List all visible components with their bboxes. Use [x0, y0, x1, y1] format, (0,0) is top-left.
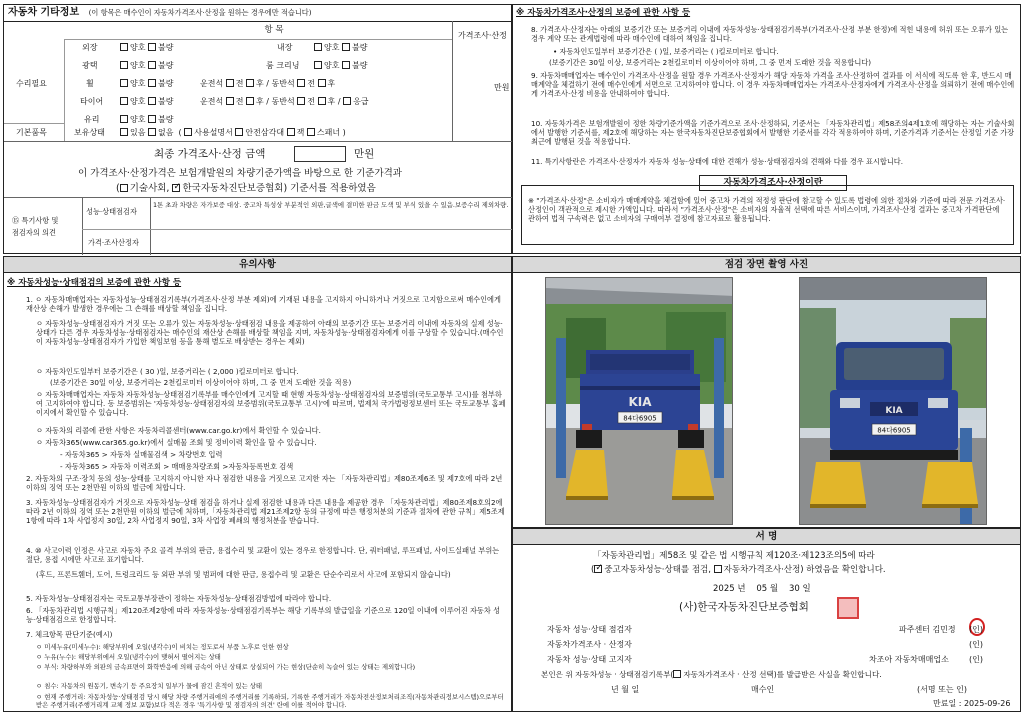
price-value: 만원 — [494, 83, 510, 92]
inspection-photo-front — [799, 277, 987, 525]
standard-line2: ( 기술사회, ✓ 한국자동차진단보증협회) 기준서를 적용하였음 — [116, 183, 376, 195]
price-guarantee-section — [512, 4, 1021, 254]
note-4: 4. ⑩ 사고이력 인정은 사고로 자동차 주요 골격 부위의 판금, 용접수리 및 교환이 있는 경우로 한정합니다. 단, 쿼터패널, 루프패널, 사이드실패널 부위는 절단, 용접 시에만 사고로 표기합니다. — [26, 546, 500, 564]
notes-header: 유의사항 — [4, 257, 511, 273]
final-price-unit: 만원 — [354, 148, 375, 160]
expire-date: 만료일 : 2025-09-26 — [933, 699, 1011, 708]
role-pricer-mark: (인) — [969, 640, 983, 649]
price-def-text: ※ "가격조사·산정"은 소비자가 매매계약을 체결함에 있어 중고차 가격의 적정성 판단에 참고할 수 있도록 법령에 의한 절차와 기준에 따라 전문 가격조사·산정인이 객관적으로 제시한 가액입니다. 따라서 "가격조사·산정"은 소비자의 자율적 선택에 따른 서비스이며, 가격조사·산정 결과는 중고차 가격판단에 관하여 법적 구속력은 없고 소비자의 구매여부 결정에 참고자료로 활용됩니다. — [528, 196, 1006, 223]
item-11: 11. 특기사항란은 가격조사·산정자가 자동차 성능·상태에 대한 견해가 성능·상태점검자의 견해와 다를 경우 표시합니다. — [531, 157, 904, 166]
note-5: 5. 자동차성능·상태점검자는 국토교통부장관이 정하는 자동차성능·상태점검방법에 따라야 합니다. — [26, 594, 332, 603]
note-1c: ㅇ 자동차인도일부터 보증기간은 ( 30 )일, 보증거리는 ( 2,000 )킬로미터로 합니다. — [36, 367, 299, 376]
buyer-mark: (서명 또는 인) — [917, 685, 967, 694]
note-7: 7. 체크항목 판단기준(예시) — [26, 630, 113, 639]
row-glass-opts[interactable]: 양호 불량 — [120, 115, 173, 125]
note-1d: (보증기간은 30일 이상, 보증거리는 2천킬로미터 이상이어야 하며, 그 중 먼저 도래한 것을 적용) — [50, 378, 352, 387]
receipt-check[interactable] — [673, 670, 681, 678]
plate-text-front: 84다6905 — [877, 426, 911, 435]
standard-line1: 이 가격조사·산정가격은 보험개발원의 차량기준가액을 바탕으로 한 기준가격과 — [78, 168, 402, 179]
svg-text:KIA: KIA — [628, 395, 652, 409]
role-inspector-name: 파주센터 김민정 — [899, 625, 956, 634]
opt-tech-society-checkbox[interactable] — [120, 184, 128, 192]
sig-confirm-line: (✓ 중고자동차성능·상태를 점검, 자동차가격조사·산정) 하였음을 확인합니다. — [591, 565, 886, 576]
sig-check-price[interactable] — [714, 565, 722, 573]
role-notifier-name: 차조아 자동차매매업소 — [869, 655, 949, 664]
item-8: 8. 가격조사·산정자는 아래의 보증기간 또는 보증거리 이내에 자동차성능·상태점검기록부(가격조사·산정 부분 한정)에 적힌 내용에 허위 또는 오류가 있는 경우 계약 또는 관계법령에 따라 매수인에 대하여 책임을 집니다. — [531, 25, 1009, 43]
opinion-sub-inspector: 성능·상태점검자 — [86, 207, 137, 216]
price-guarantee-title: ※ 자동차가격조사·산정의 보증에 관한 사항 등 — [516, 8, 691, 18]
row-wheel-opts[interactable]: 양호 불량 — [120, 79, 173, 89]
note-7a: ㅇ 미세누유(미세누수): 해당부위에 오일(냉각수)이 비치는 정도로서 부품 노후로 인한 현상 — [36, 643, 289, 651]
receipt-line: 본인은 위 자동차성능 · 상태점검기록부( 자동차가격조사 · 산정 선택)를 발급받은 사실을 확인합니다. — [541, 670, 882, 679]
note-1f: ㅇ 자동차의 리콜에 관한 사항은 자동차리콜센터(www.car.go.kr)에서 확인할 수 있습니다. — [36, 426, 321, 435]
col-header-price: 가격조사·산정 — [458, 31, 507, 40]
notes-title: ※ 자동차성능·상태점검의 보증에 관한 사항 등 — [7, 278, 182, 288]
role-pricer-label: 자동차가격조사 · 산정자 — [547, 640, 632, 649]
row-wheel-label: 휠 — [86, 79, 94, 88]
item-8-period: • 자동차인도일부터 보증기간은 ( )일, 보증거리는 ( )킬로미터로 합니다. — [553, 47, 779, 56]
notes-section — [3, 256, 512, 712]
note-6: 6. 「자동차관리법 시행규칙」제120조제2항에 따라 자동차성능·상태점검기록부는 해당 기록부의 발급일을 기준으로 120일 이내에 이루어진 자동차 성능·상태점검으로 한정합니다. — [26, 606, 501, 624]
buyer-label: 매수인 — [751, 685, 775, 694]
opt-kadia-checkbox[interactable] — [172, 184, 180, 192]
row-interior-opts[interactable]: 양호 불량 — [314, 43, 367, 53]
item-10: 10. 자동차가격은 보험개발원이 정한 차량기준가액을 기준가격으로 조사·산정하되, 기준서는 「자동차관리법」제58조의4제1호에 해당하는 자는 기술사회에서 발행한 기준서를, 제2호에 해당하는 자는 한국자동차진단보증협회에서 발행한 기준서를 각각 적용하여야 하며, 기준가격과 기준서는 산정일 기준 가장 최근에 발행된 것을 적용합니다. — [531, 119, 1015, 146]
photo-section — [512, 256, 1021, 528]
basic-sub: 보유상태 — [74, 128, 105, 137]
price-def-title: 자동차가격조사·산정이란 — [699, 175, 847, 191]
note-7d: ㅇ 침수: 자동차의 원동기, 변속기 등 주요장치 일부가 물에 잠긴 흔적이 있는 상태 — [36, 682, 263, 690]
row-glass-label: 유리 — [84, 115, 100, 124]
note-4b: (후드, 프론트휀더, 도어, 트렁크리드 등 외판 부위 및 범퍼에 대한 판금, 용접수리 및 교환은 단순수리로서 사고에 포함되지 않습니다) — [36, 570, 451, 579]
opinion-text-inspector: 1톤 초과 차량은 자가보증 대상. 중고차 특성상 부분적인 외판,글색에 결미한 판금 도색 및 부식 있을 수 있음.보증수리 제외차량. — [153, 201, 509, 209]
svg-text:KIA: KIA — [885, 406, 903, 416]
note-1e: ㅇ 자동차매매업자는 자동차 자동차성능·상태점검기록부를 매수인에게 고지할 때 현행 자동차성능·상태점검자의 보증범위(국토교통부 고시)를 첨부하여 고지하여야 합니다. 동 보증범위는 '자동차성능·상태점검자의 보증범위(국토교통부 고시)'에 따르며, 법제처 국가법령정보센터 또는 국토교통부 홈페이지에서 확인할 수 있습니다. — [36, 390, 506, 417]
role-notifier-label: 자동차 성능·상태 고지자 — [547, 655, 632, 664]
row-wheel-pos[interactable]: 운전석 전 후 / 동반석 전 후 — [200, 79, 336, 88]
signature-section — [512, 528, 1021, 712]
role-inspector-label: 자동차 성능·상태 점검자 — [547, 625, 632, 634]
opinion-label: ⑮ 특기사항 및 점검자의 의견 — [12, 216, 59, 237]
sig-law-line: 「자동차관리법」제58조 및 같은 법 시행규칙 제120조·제123조의5에 따라 — [593, 551, 875, 561]
row-tire-pos[interactable]: 운전석 전 후 / 동반석 전 후 / 응급 — [200, 97, 369, 106]
row-exterior-label: 외장 — [82, 43, 98, 52]
plate-text-rear: 84다6905 — [623, 414, 657, 423]
note-1: 1. ㅇ 자동차매매업자는 자동차성능·상태점검기록부(가격조사·산정 부분 제외)에 기재된 내용을 고지하지 아니하거나 거짓으로 고지함으로써 매수인에게 재산상 손해가 발생한 경우에는 그 손해를 배상할 책임을 집니다. — [26, 295, 501, 313]
item-8-note: (보증기간은 30일 이상, 보증거리는 2천킬로미터 이상이어야 하며, 그 중 먼저 도래한 것을 적용합니다) — [549, 58, 872, 67]
final-price-field[interactable] — [294, 146, 346, 162]
photo-header: 점검 장면 촬영 사진 — [513, 257, 1020, 273]
note-3: 3. 자동차성능·상태점검자가 거짓으로 자동차성능·상태 점검을 하거나 실제 점검한 내용과 다른 내용을 제공한 경우 「자동차관리법」제80조제8호의2에 따라 2년 이하의 징역 또는 2천만원 이하의 벌금에 처하며,「자동차관리법 제21조제2항 등의 규정에 따른 행정처분의 기준과 절차에 관한 규칙」제5조제1항에 따라 1차 사업정지 30일, 2차 사업정지 90일, 3차 사업장 폐쇄의 행정처분을 받습니다. — [26, 498, 505, 525]
note-7b: ㅇ 누유(누수): 해당부위에서 오일(냉각수)이 맺혀서 떨어지는 상태 — [36, 653, 221, 661]
sig-org: (사)한국자동차진단보증협회 — [679, 601, 809, 613]
note-1b: ㅇ 자동차성능·상태점검자가 거짓 또는 오류가 있는 자동차성능·상태점검 내용을 제공하여 아래의 보증기간 또는 보증거리 이내에 자동차의 실제 성능·상태가 다른 경우 자동차성능·상태점검자는 매수인의 재산상 손해를 배상할 책임을 지며, 자동차성능·상태점검자에게 이를 구상할 수 있습니다.(매수인이 자동차성능·상태점검자가 가입한 책임보험 등을 통해 별도로 배상받는 경우는 제외) — [36, 319, 504, 346]
note-1i: - 자동차365 > 자동차 이력조회 > 매매용차량조회 >자동차등록번호 검색 — [60, 462, 294, 471]
item-9: 9. 자동차매매업자는 매수인이 가격조사·산정을 원할 경우 가격조사·산정자가 해당 자동차 가격을 조사·산정하여 결과를 이 서식에 적도록 한 후, 반드시 매매계약을 체결하기 전에 매수인에게 서면으로 고지하여야 합니다. 이 경우 자동차매매업자는 가격조사·산정자에게 가격조사·산정을 의뢰하기 전에 매수인에게 가격조사·산정 비용을 안내하여야 합니다. — [531, 71, 1015, 98]
sig-date: 2025 년 05 월 30 일 — [713, 584, 811, 594]
row-exterior-opts[interactable]: 양호 불량 — [120, 43, 173, 53]
other-info-section — [3, 4, 512, 254]
basic-label: 기본품목 — [16, 128, 47, 137]
role-notifier-mark: (인) — [969, 655, 983, 664]
receipt-date: 년 월 일 — [611, 685, 640, 694]
basic-opts[interactable]: 있음 없음 ( 사용설명서 안전삼각대 잭 스패너 ) — [120, 128, 346, 138]
sig-check-inspect[interactable] — [594, 565, 602, 573]
note-7c: ㅇ 부식: 차량하부와 외판의 금속표면이 화학반응에 의해 금속이 아닌 상태로 상실되어 가는 현상(단순히 녹슬어 있는 상태는 제외합니다) — [36, 663, 416, 671]
note-1g: ㅇ 자동차365(www.car365.go.kr)에서 실매물 조회 및 정비이력 확인을 할 수 있습니다. — [36, 438, 317, 447]
row-tire-opts[interactable]: 양호 불량 — [120, 97, 173, 107]
final-price-label: 최종 가격조사·산정 금액 — [154, 148, 266, 160]
role-inspector-mark: (인) — [969, 625, 983, 634]
opinion-sub-pricer: 가격·조사산정자 — [88, 238, 139, 247]
row-gloss-label: 광택 — [82, 61, 98, 70]
row-room-label: 룸 크리닝 — [266, 61, 300, 70]
row-gloss-opts[interactable]: 양호 불량 — [120, 61, 173, 71]
price-def-box — [521, 185, 1014, 245]
org-seal-stamp — [837, 597, 859, 619]
note-7e: ㅇ 현재 주행거리: 자동차성능·상태점검 당시 해당 차량 주행거리에의 주행거리를 기록하되, 기록한 주행거리가 자동차전산정보처리조직(자동차관리정보시스템)으로부터 받은 주행거리(주행거리계 교체 정보 포함)보다 적은 경우 '특기사항 및 점검자의 의견' 란에 이를 적어야 합니다. — [36, 693, 504, 709]
note-1h: - 자동차365 > 자동차 실매물검색 > 차량번호 입력 — [60, 450, 223, 459]
repair-label: 수리필요 — [16, 79, 47, 88]
note-2: 2. 자동차의 구조·장치 등의 성능·상태를 고지하지 아니한 자나 점검한 내용을 거짓으로 고지한 자는 「자동차관리법」제80조제6조 및 제7호에 따라 2년 이하의 징역 또는 2천만원 이하의 벌금에 처합니다. — [26, 474, 503, 492]
signature-header: 서 명 — [513, 529, 1020, 545]
row-room-opts[interactable]: 양호 불량 — [314, 61, 367, 71]
col-header-item: 항 목 — [264, 25, 284, 35]
inspection-photo-rear — [545, 277, 733, 525]
row-tire-label: 타이어 — [80, 97, 104, 106]
row-interior-label: 내장 — [277, 43, 293, 52]
other-info-title: 자동차 기타정보 (이 항목은 매수인이 자동차가격조사·산정을 원하는 경우에만 적습니다) — [8, 7, 312, 18]
